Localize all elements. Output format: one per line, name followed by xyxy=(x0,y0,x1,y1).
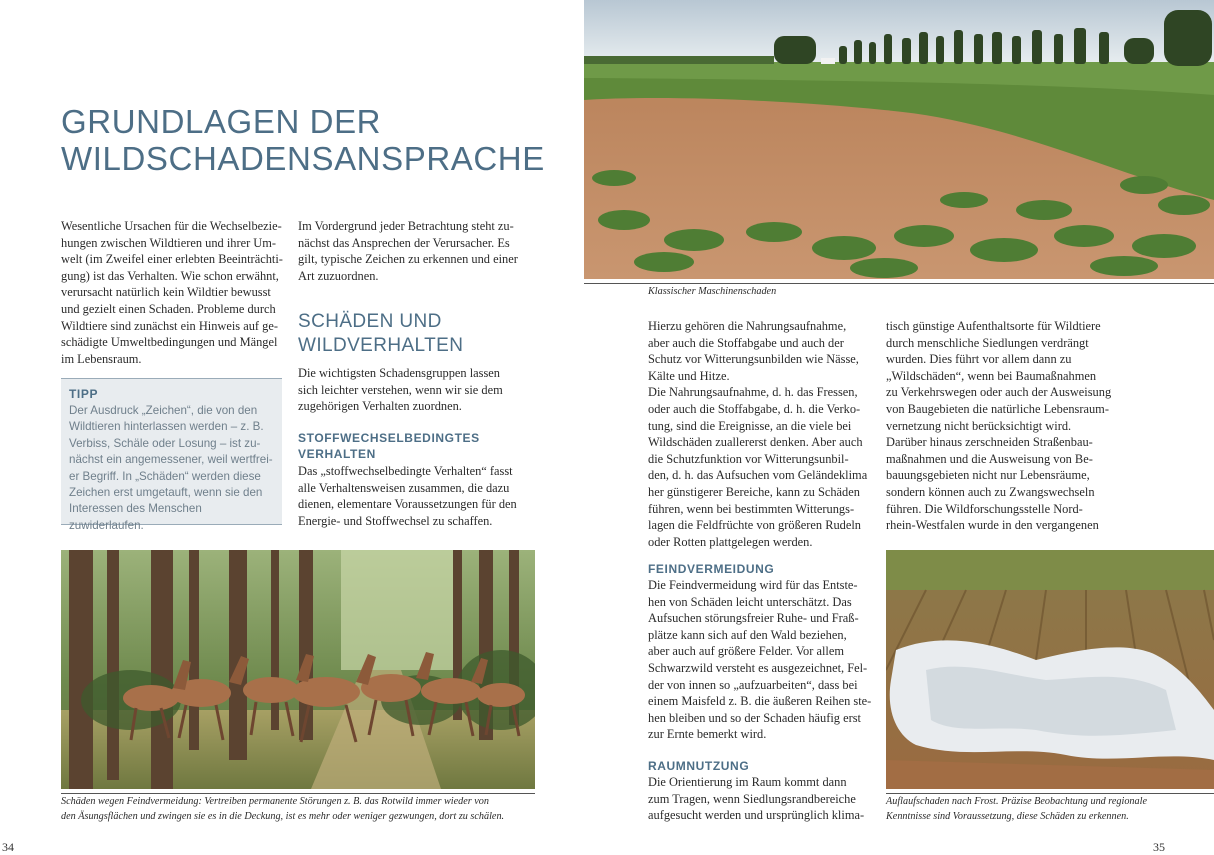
column2-paragraph: tisch günstige Aufenthaltsorte für Wildtiere durch menschliche Siedlungen verdrängt wurden. Dies führt vor allem dann zu „Wildschäden“, wenn bei Baumaßnahmen zu Verkehrswegen oder auch der Ausweisung von Baugebieten die natürliche Lebensraum- vernetzung nicht berücksichtigt wird. Darüber hinaus zerschneiden Straßenbau- maßnahmen und die Ausweisung von Be- bauungsgebieten nicht nur Lebensräume, sondern können auch zu Zwangswechseln führen. Die Wildforschungsstelle Nord- rhein-Westfalen wurde in den vergangenen xyxy=(886,319,1112,533)
frost-caption-rule xyxy=(886,793,1214,794)
field-caption-rule xyxy=(584,283,1214,284)
section-heading-schaeden: SCHÄDEN UND WILDVERHALTEN xyxy=(298,311,464,356)
column2-intro: Im Vordergrund jeder Betrachtung steht zu- nächst das Ansprechen der Verursacher. Es gilt, typische Zeichen zu erkennen und einer Art zuzuordnen. xyxy=(298,219,518,283)
subheading-stoffwechsel: STOFFWECHSELBEDINGTES VERHALTEN xyxy=(298,431,480,461)
field-photo-caption: Klassischer Maschinenschaden xyxy=(648,286,777,297)
feindvermeidung-paragraph: Die Feindvermeidung wird für das Entste- hen von Schäden leicht unterschätzt. Das Aufsuchen störungsfreier Ruhe- und Fraß- plätze kann sich auf den Wald beziehen, aber auch auf größere Felder. Vor allem Schwarzwild versteht es ausgezeichnet, Fel- der von innen so „aufzuarbeiten“, dass bei einem Maisfeld z. B. die äußeren Reihen ste- hen bleiben und so der Schaden häufig erst zur Ernte bemerkt wird. xyxy=(648,578,872,742)
tip-title: TIPP xyxy=(69,387,99,401)
section-paragraph: Die wichtigsten Schadensgruppen lassen sich leichter verstehen, wenn wir sie dem zugehörigen Verhalten zuordnen. xyxy=(298,366,503,414)
frost-photo xyxy=(886,550,1214,789)
page-number-right: 35 xyxy=(1153,840,1165,854)
frost-photo-caption: Auflaufschaden nach Frost. Präzise Beobachtung und regionale Kenntnisse sind Voraussetzung, diese Schäden zu erkennen. xyxy=(886,796,1147,822)
stoffwechsel-paragraph: Das „stoffwechselbedingte Verhalten“ fasst alle Verhaltensweisen zusammen, die dazu dienen, elementare Voraussetzungen für den Energie- und Stoffwechsel zu schaffen. xyxy=(298,464,517,528)
field-photo xyxy=(584,0,1214,279)
column1-paragraph: Hierzu gehören die Nahrungsaufnahme, aber auch die Stoffabgabe und auch der Schutz vor Witterungsunbilden wie Nässe, Kälte und Hitze. Die Nahrungsaufnahme, d. h. das Fressen, oder auch die Stoffabgabe, d. h. die Verko- tung, sind die Ereignisse, an die viele bei Wildschäden zuallererst denken. Aber auch die Schutzfunktion vor Witterungsunbil- den, d. h. das Aufsuchen vom Geländeklima her günstigerer Bereiche, kann zu Schäden führen, wenn bei bestimmten Witterungs- lagen die Feldfrüchte von größeren Rudeln oder Rotten plattgelegen werden. xyxy=(648,319,868,549)
deer-photo xyxy=(61,550,535,789)
tip-box xyxy=(61,378,282,532)
deer-photo-caption: Schäden wegen Feindvermeidung: Vertreiben permanente Störungen z. B. das Rotwild immer wieder von den Äsungsflächen und zwingen sie es in die Deckung, ist es mehr oder weniger gezwungen, dort zu schälen. xyxy=(61,796,505,822)
intro-paragraph: Wesentliche Ursachen für die Wechselbezie- hungen zwischen Wildtieren und ihrer Um- welt (im Zweifel einer erlebten Beeinträchti- gung) ist das Verhalten. Wie schon erwähnt, verursacht natürlich kein Wildtier bewusst und gezielt einen Schaden. Probleme durch Wildtiere sind zunächst ein Hinweis auf ge- schädigte Umweltbedingungen und Mängel im Lebensraum. xyxy=(61,219,283,366)
page-number-left: 34 xyxy=(2,840,14,854)
caption-rule xyxy=(61,793,535,794)
page-title: GRUNDLAGEN DER WILDSCHADENSANSPRACHE xyxy=(61,103,545,177)
heading-raumnutzung: RAUMNUTZUNG xyxy=(648,759,750,773)
tip-text: Der Ausdruck „Zeichen“, die von den Wildtieren hinterlassen werden – z. B. Verbiss, Schäle oder Losung – ist zu- nächst ein angemessener, weil wertfrei- er Begriff. In „Schäden“ werden diese Zeichen erst umgetauft, wenn sie den Interessen des Menschen zuwiderlaufen. xyxy=(69,404,273,532)
raumnutzung-paragraph: Die Orientierung im Raum kommt dann zum Tragen, wenn Siedlungsrandbereiche aufgesucht werden und ursprünglich klima- xyxy=(648,775,865,823)
heading-feindvermeidung: FEINDVERMEIDUNG xyxy=(648,562,775,576)
